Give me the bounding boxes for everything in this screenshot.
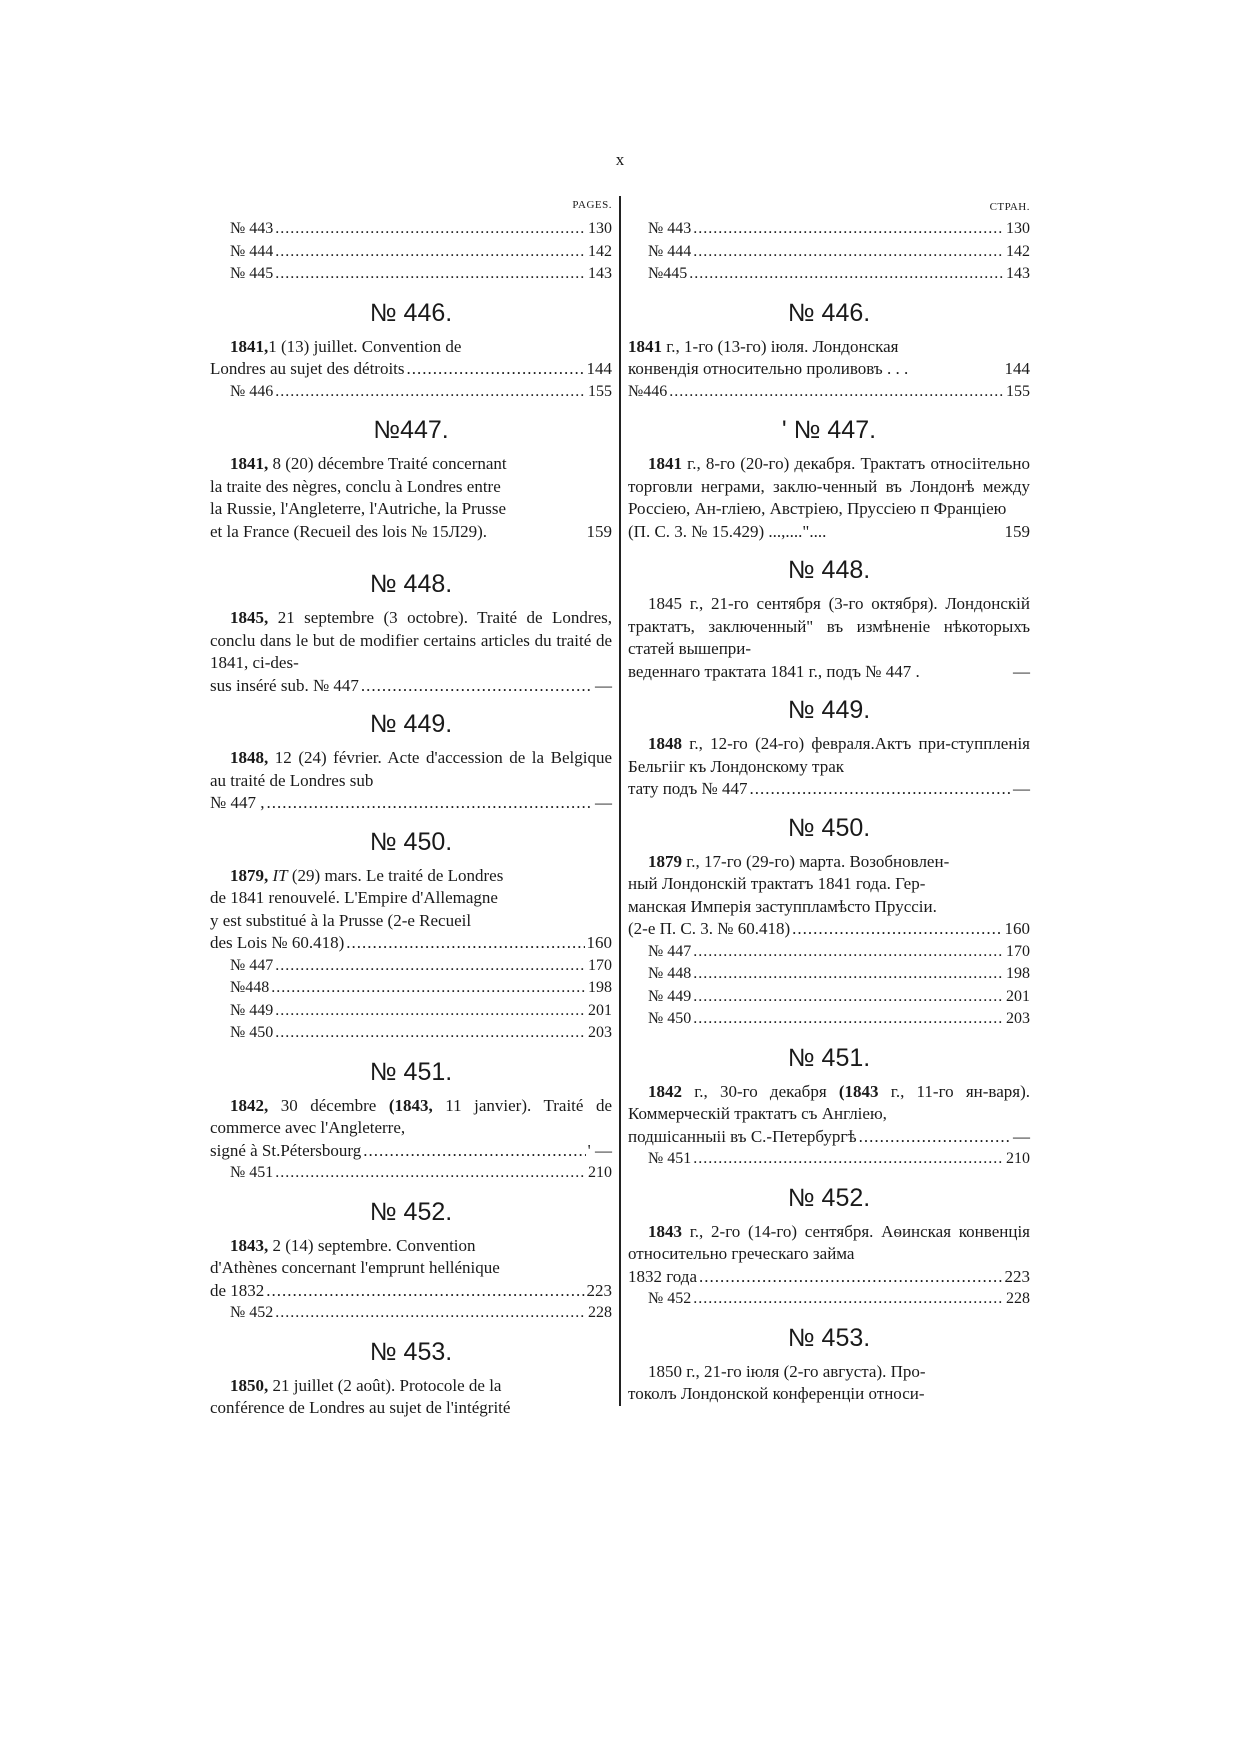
entry-text: 1848 г., 12-го (24-го) февраля.Актъ при-ступпленія Бельгіiг къ Лондонскому трак [628, 734, 1030, 776]
entry-text: токолъ Лондонской конференціи относи- [628, 1384, 925, 1403]
entry-text: 1842 г., 30-го декабря (1843 г., 11-го ян-варя). Коммерческій трактатъ съ Англіею, [628, 1081, 1031, 1123]
section-heading: № 453. [369, 1337, 453, 1366]
section-heading: № 450. [369, 827, 453, 856]
ref-row: № 451 ..... 210 [210, 1162, 612, 1185]
entry-lead: (2-е П. С. 3. № 60.418) ..... 160 [628, 918, 1030, 941]
ref-row: № 443 ..... 130 [210, 218, 612, 241]
section-heading: № 451. [369, 1057, 453, 1086]
entry-lead: тату подъ № 447 ..... — [628, 778, 1030, 801]
entry-text: la traite des nègres, conclu à Londres entre [210, 476, 501, 496]
section-heading: № 446. [787, 298, 871, 327]
entry-text: 1843 г., 2-го (14-го) сентября. Аѳинская конвенція относительно греческаго займа [628, 1221, 1030, 1263]
section-heading: № 448. [369, 570, 453, 598]
section-heading: № 452. [787, 1183, 871, 1212]
ref-row: № 446 ..... 155 [210, 381, 612, 404]
entry-text: 1841, 8 (20) décembre Traité concernant [230, 454, 507, 473]
ref-row: № 449 ..... 201 [628, 986, 1030, 1009]
left-column [210, 196, 612, 1420]
entry-text: 1845 г., 21-го сентября (3-го октября). Лондонскій трактатъ, заключенный" въ измѣненіе нѣкоторыхъ статей вышепри- [628, 594, 1030, 658]
entry-lead: des Lois № 60.418) ..... 160 [210, 932, 612, 955]
ref-row: № 444 ..... 142 [210, 241, 612, 264]
ref-row: № 447 ..... 170 [210, 955, 612, 978]
entry-text: la Russie, l'Angleterre, l'Autriche, la Prusse [210, 499, 506, 518]
section-heading: № 449. [369, 710, 453, 738]
entry-lead: de 1832 ..... 223 [210, 1280, 612, 1303]
entry-lead: 1832 года ..... 223 [628, 1266, 1030, 1289]
ref-row: № 444 ..... 142 [628, 241, 1030, 264]
ref-row: №446 ..... 155 [628, 381, 1030, 404]
entry-lead: веденнаго трактата 1841 г., подъ № 447 . — [628, 661, 1030, 681]
ref-row: № 448 ..... 198 [628, 963, 1030, 986]
entry-text: 1879 г., 17-го (29-го) марта. Возобновлен- [648, 851, 950, 871]
entry-lead: sus inséré sub. № 447 ..... — [210, 675, 612, 698]
section-heading: ' № 447. [781, 416, 877, 444]
ref-row: № 452 ..... 228 [210, 1302, 612, 1325]
right-column-header: СТРАН. [989, 201, 1030, 213]
section-heading: № 449. [787, 696, 871, 724]
ref-row: № 447 ..... 170 [628, 941, 1030, 964]
entry-text: 1841,1 (13) juillet. Convention de [230, 336, 462, 356]
section-heading: № 451. [787, 1043, 871, 1072]
left-column-header: PAGES. [572, 199, 612, 211]
entry-text: 1845, 21 septembre (3 octobre). Traité de Londres, conclu dans le but de modifier certains articles du traité de 1841, ci-des- [210, 608, 612, 672]
section-heading: № 446. [369, 298, 453, 327]
entry-text: 1850, 21 juillet (2 août). Protocole de la [230, 1375, 502, 1395]
ref-row: № 449 ..... 201 [210, 1000, 612, 1023]
page-number: x [615, 150, 626, 169]
entry-text: 1841 г., 8-го (20-го) декабря. Трактатъ относіітельно торговли неграми, заклю-ченный въ Лондонѣ между Россіею, Ан-гліею, Австріею, Пруссіею п Франціею [628, 454, 1030, 518]
entry-text: 1841 г., 1-го (13-го) іюля. Лондонская [628, 336, 899, 356]
entry-lead: подшісанныіі въ С.-Петербургѣ ..... — [628, 1126, 1030, 1149]
section-heading: №447. [373, 416, 449, 444]
column-divider [619, 196, 621, 1406]
entry-lead: Londres au sujet des détroits ..... 144 [210, 358, 612, 381]
entry-text: de 1841 renouvelé. L'Empire d'Allemagne [210, 888, 498, 907]
entry-text: 1879, IT (29) mars. Le traité de Londres [230, 865, 504, 885]
entry-lead: № 447 , ..... — [210, 792, 612, 815]
entry-text: 1843, 2 (14) septembre. Convention [230, 1235, 476, 1255]
entry-text: 1842, 30 décembre (1843, 11 janvier). Traité de commerce avec l'Angleterre, [210, 1095, 612, 1137]
entry-text: conférence de Londres au sujet de l'intégrité [210, 1398, 511, 1417]
entry-text: 1848, 12 (24) février. Acte d'accession de la Belgique au traité de Londres sub [210, 748, 612, 790]
ref-row: №445 ..... 143 [628, 263, 1030, 286]
ref-row: № 443 ..... 130 [628, 218, 1030, 241]
entry-text: d'Athènes concernant l'emprunt hellénique [210, 1258, 500, 1277]
ref-row: № 450 ..... 203 [210, 1022, 612, 1045]
entry-lead: конвендія относительно проливовъ . . . 144 [628, 359, 1030, 378]
section-heading: № 452. [369, 1197, 453, 1226]
entry-text: y est substitué à la Prusse (2-e Recueil [210, 910, 472, 930]
entry-lead: (П. С. 3. № 15.429) ...,....".... 159 [628, 521, 1030, 541]
section-heading: № 448. [787, 556, 871, 584]
section-heading: № 453. [787, 1323, 871, 1352]
entry-lead: signé à St.Pétersbourg ..... ' — [210, 1140, 612, 1163]
ref-row: № 451 ..... 210 [628, 1148, 1030, 1171]
section-heading: № 450. [787, 813, 871, 842]
entry-lead: et la France (Recueil des lois № 15Л29). 159 [210, 521, 612, 541]
entry-text: 1850 г., 21-го іюля (2-го августа). Про- [648, 1361, 926, 1381]
ref-row: № 450 ..... 203 [628, 1008, 1030, 1031]
entry-text: ный Лондонскій трактатъ 1841 года. Гер- [628, 874, 926, 893]
ref-row: № 445 ..... 143 [210, 263, 612, 286]
right-column [628, 196, 1030, 1406]
ref-row: №448 ..... 198 [210, 977, 612, 1000]
ref-row: № 452 ..... 228 [628, 1288, 1030, 1311]
entry-text: манская Имперія заступпламѣсто Пруссіи. [628, 896, 937, 916]
